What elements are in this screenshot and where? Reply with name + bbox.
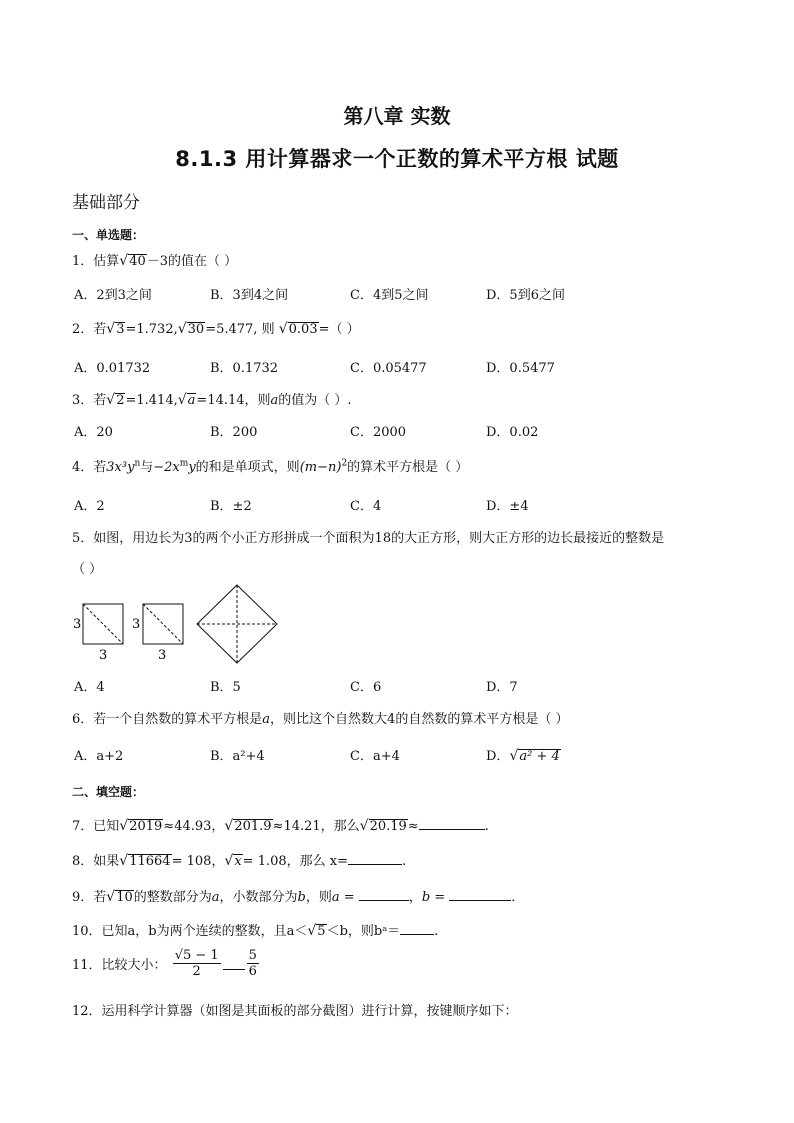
option-b: B．5 — [210, 680, 241, 695]
answer-blank — [400, 922, 434, 935]
answer-blank — [348, 852, 402, 865]
option-d: D．±4 — [486, 499, 529, 514]
question-9: 9．若√10的整数部分为a，小数部分为b，则a = ，b = ． — [72, 889, 525, 905]
option-c: C．4 — [350, 499, 382, 514]
option-a: A．2 — [74, 499, 105, 514]
question-11: 11．比较大小： $\frac{√5 - 1}{2}$ $\frac{5}{6}$ — [72, 948, 257, 979]
option-a: A．0.01732 — [74, 361, 151, 376]
part-heading-single-choice: 一、单选题： — [72, 228, 145, 242]
question-7: 7．已知√2019≈44.93，√201.9≈14.21，那么√20.19≈ . — [72, 818, 489, 834]
question-10: 10．已知a，b为两个连续的整数，且a＜√5＜b，则bᵃ＝ . — [72, 923, 439, 939]
chapter-title: 第八章 实数 — [343, 104, 451, 128]
option-b: B．200 — [210, 425, 258, 440]
square-1-diagonal — [83, 604, 123, 644]
option-d: D．0.5477 — [486, 361, 555, 376]
question-6: 6．若一个自然数的算术平方根是a，则比这个自然数大4的自然数的算术平方根是（ ） — [72, 712, 569, 727]
fraction-left: $\frac{√5 - 1}{2}$ — [174, 948, 219, 979]
option-b: B．±2 — [210, 499, 252, 514]
answer-blank — [223, 957, 245, 970]
square-1-bottom-label: 3 — [99, 648, 108, 663]
option-a: A．20 — [74, 425, 113, 440]
option-c: C．2000 — [350, 425, 407, 440]
part-heading-fill-blank: 二、填空题： — [72, 785, 145, 799]
question-8: 8．如果√11664= 108，√x= 1.08，那么 x= . — [72, 853, 407, 869]
squares-figure — [70, 582, 290, 664]
option-d: D．0.02 — [486, 425, 539, 440]
answer-blank — [419, 817, 485, 830]
option-d: D．5到6之间 — [486, 288, 565, 303]
question-3: 3．若√2=1.414,√a=14.14，则a的值为（ ）. — [72, 392, 352, 408]
option-d: D．√a² + 4 — [486, 748, 560, 764]
radicand: 40 — [129, 254, 146, 269]
option-d: D．7 — [486, 680, 518, 695]
square-2-diagonal — [143, 604, 183, 644]
square-1-side-label: 3 — [73, 617, 82, 632]
question-12: 12．运用科学计算器（如图是其面板的部分截图）进行计算，按键顺序如下： — [72, 1004, 518, 1019]
answer-blank — [449, 888, 511, 901]
lesson-title: 8.1.3 用计算器求一个正数的算术平方根 试题 — [175, 147, 619, 171]
small-square-1 — [83, 604, 123, 644]
option-b: B．3到4之间 — [210, 288, 289, 303]
option-c: C．0.05477 — [350, 361, 427, 376]
question-2: 2．若√3=1.732,√30=5.477, 则 √0.03=（ ） — [72, 321, 360, 337]
square-2-bottom-label: 3 — [158, 648, 167, 663]
question-5: 5．如图，用边长为3的两个小正方形拼成一个面积为18的大正方形，则大正方形的边长最接近的整数是 — [72, 531, 665, 546]
square-2-side-label: 3 — [132, 617, 141, 632]
question-5-paren: （ ） — [72, 562, 103, 577]
option-c: C．6 — [350, 680, 382, 695]
option-c: C．4到5之间 — [350, 288, 429, 303]
option-a: A．2到3之间 — [74, 288, 152, 303]
question-4: 4．若$3x^3y^n$与$-2x^my$的和是单项式，则$(m-n)^2$的算术平方根是（ ） — [72, 458, 469, 475]
fraction-right: $\frac{5}{6}$ — [248, 948, 257, 979]
option-a: A．a+2 — [74, 749, 124, 764]
option-b: B．a²+4 — [210, 749, 265, 764]
option-b: B．0.1732 — [210, 361, 279, 376]
section-heading: 基础部分 — [72, 193, 140, 213]
option-c: C．a+4 — [350, 749, 400, 764]
small-square-2 — [143, 604, 183, 644]
answer-blank — [359, 888, 409, 901]
question-1: 1．估算√40－3的值在（ ） — [72, 253, 238, 269]
option-a: A．4 — [74, 680, 105, 695]
